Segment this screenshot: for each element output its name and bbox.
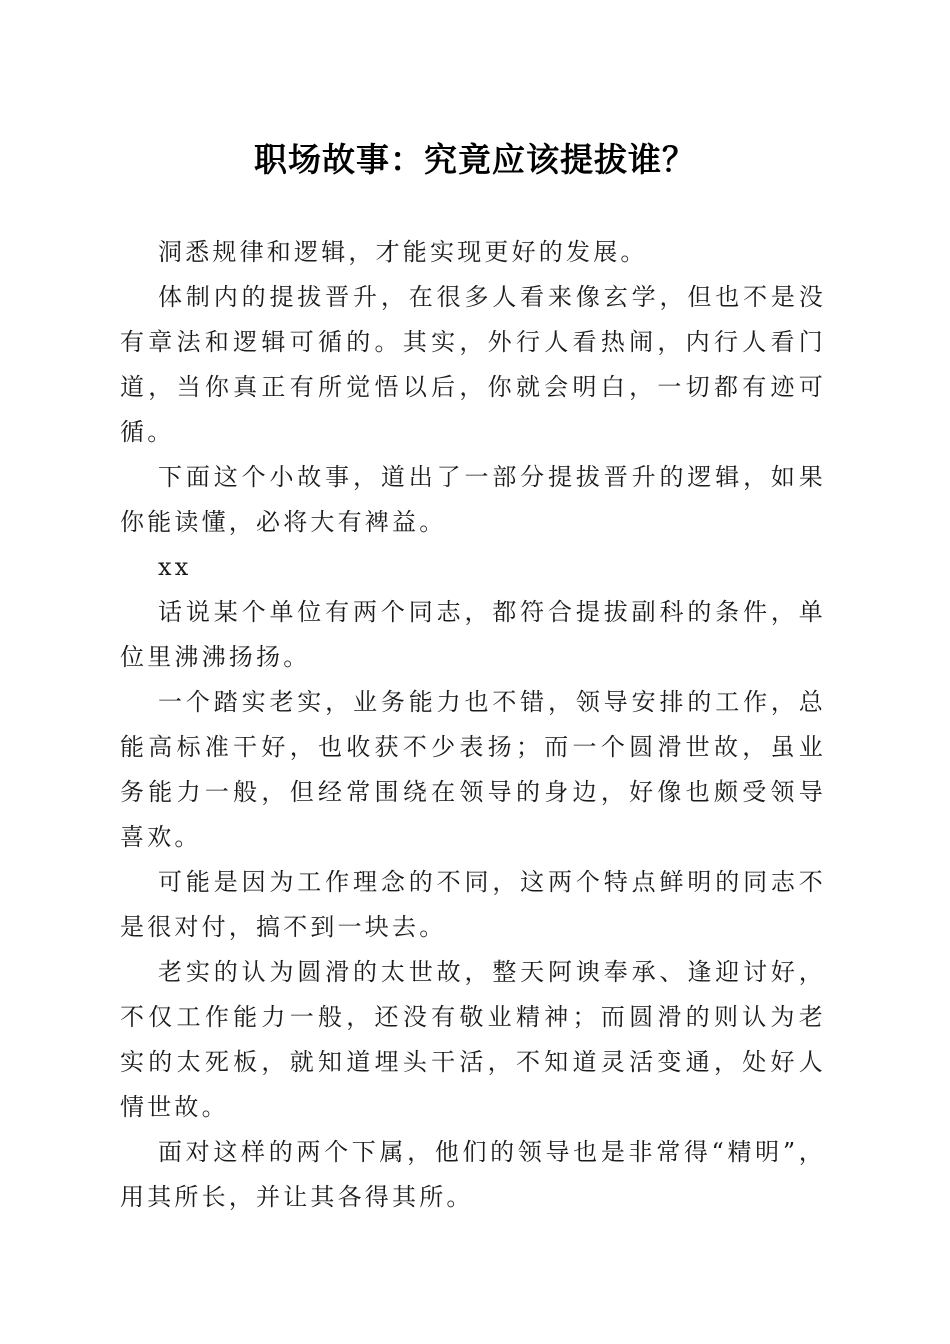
document-title: 职场故事：究竟应该提拔谁？: [254, 140, 696, 179]
section-separator: xx: [158, 553, 192, 581]
paragraph-3: 下面这个小故事，道出了一部分提拔晋升的逻辑，如果你能读懂，必将大有裨益。: [120, 463, 826, 536]
paragraph-7: 老实的认为圆滑的太世故，整天阿谀奉承、逢迎讨好，不仅工作能力一般，还没有敬业精神；而圆滑的则认为老实的太死板，就知道埋头干活，不知道灵活变通，处好人情世故。: [120, 958, 826, 1121]
paragraph-2: 体制内的提拔晋升，在很多人看来像玄学，但也不是没有章法和逻辑可循的。其实，外行人看热闹，内行人看门道，当你真正有所觉悟以后，你就会明白，一切都有迹可循。: [120, 283, 826, 446]
paragraph-8: 面对这样的两个下属，他们的领导也是非常得“精明”，用其所长，并让其各得其所。: [120, 1138, 826, 1211]
document-body: [120, 230, 826, 1220]
paragraph-1: 洞悉规律和逻辑，才能实现更好的发展。: [158, 238, 648, 266]
paragraph-4: 话说某个单位有两个同志，都符合提拔副科的条件，单位里沸沸扬扬。: [120, 598, 826, 671]
paragraph-5: 一个踏实老实，业务能力也不错，领导安排的工作，总能高标准干好，也收获不少表扬；而一个圆滑世故，虽业务能力一般，但经常围绕在领导的身边，好像也颇受领导喜欢。: [120, 688, 826, 851]
paragraph-6: 可能是因为工作理念的不同，这两个特点鲜明的同志不是很对付，搞不到一块去。: [120, 868, 826, 941]
